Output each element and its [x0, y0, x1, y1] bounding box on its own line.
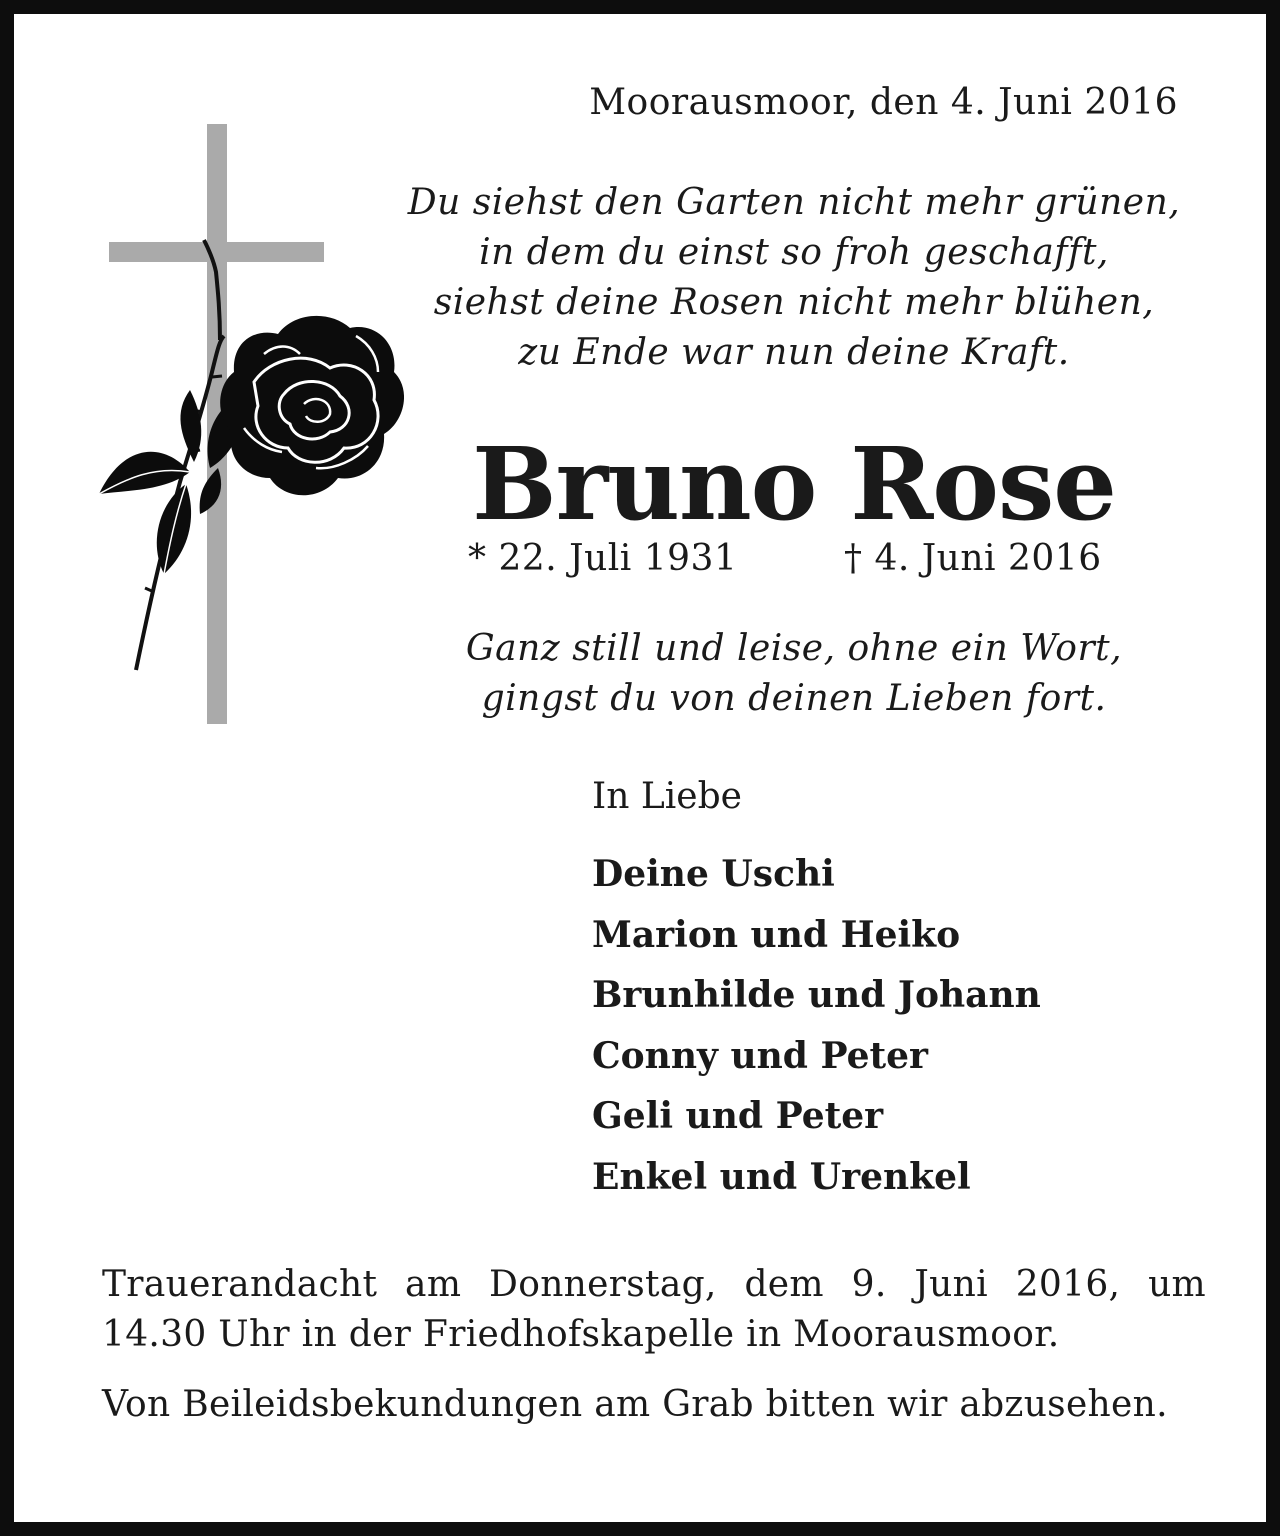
mourning-intro: In Liebe	[592, 776, 742, 817]
deceased-name: Bruno Rose	[472, 425, 1116, 543]
birth-date: * 22. Juli 1931	[468, 538, 738, 579]
poem-line: Ganz still und leise, ohne ein Wort,	[465, 628, 1123, 669]
cross-rose-illustration	[94, 122, 404, 732]
poem-line: zu Ende war nun deine Kraft.	[518, 332, 1070, 373]
service-info: Trauerandacht am Donnerstag, dem 9. Juni 2016, um 14.30 Uhr in der Friedhofskapelle in Moorausmoor.	[102, 1264, 1206, 1355]
poem-top	[374, 178, 1214, 378]
poem-line: Du siehst den Garten nicht mehr grünen,	[407, 182, 1181, 223]
mourner-name: Conny und Peter	[592, 1034, 929, 1077]
death-date: † 4. Juni 2016	[844, 538, 1102, 579]
mourner-name: Deine Uschi	[592, 853, 835, 895]
poem-bottom	[374, 624, 1214, 724]
rose-icon	[99, 240, 404, 670]
mourner-name: Enkel und Urenkel	[592, 1155, 971, 1198]
poem-line: siehst deine Rosen nicht mehr blühen,	[433, 282, 1155, 323]
mourner-name: Geli und Peter	[592, 1095, 884, 1137]
condolence-note: Von Beileidsbekundungen am Grab bitten wir abzusehen.	[102, 1384, 1168, 1425]
place-date: Moorausmoor, den 4. Juni 2016	[589, 82, 1178, 123]
poem-line: gingst du von deinen Lieben fort.	[481, 678, 1107, 719]
mourner-name: Brunhilde und Johann	[592, 974, 1041, 1016]
mourners-list	[592, 844, 1041, 1207]
poem-line: in dem du einst so froh geschafft,	[479, 232, 1109, 273]
mourner-name: Marion und Heiko	[592, 913, 961, 956]
